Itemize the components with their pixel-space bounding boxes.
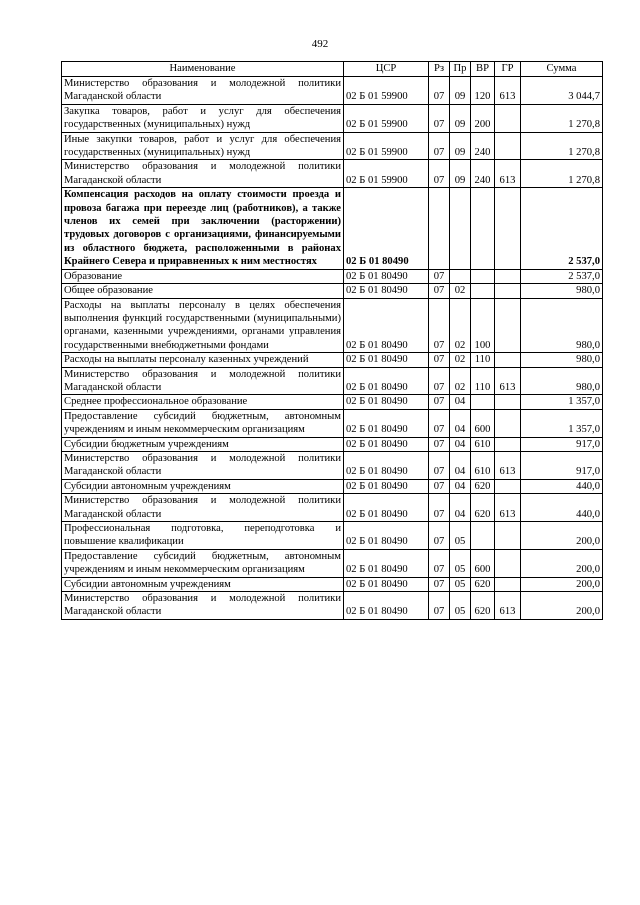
- row-pr: 05: [450, 549, 471, 577]
- row-sum: 200,0: [521, 522, 603, 550]
- row-name: Предоставление субсидий бюджетным, автономным учреждениям и иным некоммерческим организациям: [62, 549, 344, 577]
- row-gr: 613: [495, 592, 521, 620]
- row-name: Предоставление субсидий бюджетным, автономным учреждениям и иным некоммерческим организациям: [62, 409, 344, 437]
- table-row: [62, 409, 603, 437]
- row-sum: 2 537,0: [521, 269, 603, 283]
- row-pr: 09: [450, 77, 471, 105]
- row-name: Субсидии автономным учреждениям: [62, 577, 344, 591]
- header-pr: Пр: [450, 62, 471, 77]
- row-rz: 07: [429, 353, 450, 367]
- row-vr: 620: [471, 479, 495, 493]
- row-csr: 02 Б 01 80490: [344, 479, 429, 493]
- row-pr: [450, 188, 471, 269]
- row-csr: 02 Б 01 59900: [344, 160, 429, 188]
- row-name: Министерство образования и молодежной политики Магаданской области: [62, 160, 344, 188]
- row-vr: 240: [471, 160, 495, 188]
- row-csr: 02 Б 01 59900: [344, 132, 429, 160]
- row-sum: 440,0: [521, 494, 603, 522]
- row-name: Министерство образования и молодежной политики Магаданской области: [62, 367, 344, 395]
- row-pr: 04: [450, 451, 471, 479]
- row-vr: 620: [471, 577, 495, 591]
- row-csr: 02 Б 01 80490: [344, 367, 429, 395]
- row-name: Среднее профессиональное образование: [62, 395, 344, 409]
- row-gr: [495, 188, 521, 269]
- row-pr: 04: [450, 409, 471, 437]
- row-rz: 07: [429, 104, 450, 132]
- row-rz: 07: [429, 592, 450, 620]
- row-sum: 980,0: [521, 298, 603, 353]
- row-vr: 610: [471, 437, 495, 451]
- row-pr: 09: [450, 132, 471, 160]
- row-name: Профессиональная подготовка, переподготовка и повышение квалификации: [62, 522, 344, 550]
- row-vr: [471, 395, 495, 409]
- row-rz: 07: [429, 77, 450, 105]
- table-row: [62, 160, 603, 188]
- row-sum: 1 270,8: [521, 160, 603, 188]
- row-csr: 02 Б 01 80490: [344, 522, 429, 550]
- row-name: Компенсация расходов на оплату стоимости проезда и провоза багажа при переезде лиц (работников), а также членов их семей при заключении (расторжении) трудовых договоров с организациями, финансируемыми из областного бюджета, расположенными в районах Крайнего Севера и приравненных к ним местностях: [62, 188, 344, 269]
- row-csr: 02 Б 01 80490: [344, 269, 429, 283]
- row-rz: 07: [429, 367, 450, 395]
- row-name: Общее образование: [62, 284, 344, 298]
- row-gr: [495, 353, 521, 367]
- row-pr: 04: [450, 479, 471, 493]
- row-name: Министерство образования и молодежной политики Магаданской области: [62, 592, 344, 620]
- row-gr: [495, 132, 521, 160]
- row-vr: [471, 269, 495, 283]
- table-body: [62, 77, 603, 620]
- row-pr: 09: [450, 104, 471, 132]
- row-name: Образование: [62, 269, 344, 283]
- row-name: Расходы на выплаты персоналу в целях обеспечения выполнения функций государственными (муниципальными) органами, казенными учреждениями, органами управления государственными внебюджетными фондами: [62, 298, 344, 353]
- row-pr: 05: [450, 592, 471, 620]
- table-row: [62, 188, 603, 269]
- header-csr: ЦСР: [344, 62, 429, 77]
- row-sum: 1 357,0: [521, 395, 603, 409]
- row-vr: 600: [471, 549, 495, 577]
- table-row: [62, 577, 603, 591]
- header-name: Наименование: [62, 62, 344, 77]
- row-sum: 200,0: [521, 592, 603, 620]
- row-sum: 440,0: [521, 479, 603, 493]
- row-pr: 02: [450, 284, 471, 298]
- row-pr: 09: [450, 160, 471, 188]
- header-rz: Рз: [429, 62, 450, 77]
- row-gr: [495, 298, 521, 353]
- row-vr: 110: [471, 367, 495, 395]
- row-pr: 02: [450, 353, 471, 367]
- row-csr: 02 Б 01 80490: [344, 494, 429, 522]
- table-row: [62, 298, 603, 353]
- row-csr: 02 Б 01 80490: [344, 451, 429, 479]
- row-pr: 02: [450, 298, 471, 353]
- table-row: [62, 269, 603, 283]
- table-row: [62, 522, 603, 550]
- table-row: [62, 479, 603, 493]
- table-row: [62, 353, 603, 367]
- header-sum: Сумма: [521, 62, 603, 77]
- row-vr: 600: [471, 409, 495, 437]
- header-gr: ГР: [495, 62, 521, 77]
- row-rz: 07: [429, 577, 450, 591]
- budget-table: [61, 61, 603, 620]
- row-sum: 3 044,7: [521, 77, 603, 105]
- table-row: [62, 367, 603, 395]
- row-gr: 613: [495, 494, 521, 522]
- row-rz: 07: [429, 269, 450, 283]
- row-gr: [495, 549, 521, 577]
- row-pr: 02: [450, 367, 471, 395]
- row-pr: [450, 269, 471, 283]
- row-csr: 02 Б 01 80490: [344, 577, 429, 591]
- row-vr: 610: [471, 451, 495, 479]
- row-sum: 980,0: [521, 367, 603, 395]
- row-name: Субсидии бюджетным учреждениям: [62, 437, 344, 451]
- row-name: Министерство образования и молодежной политики Магаданской области: [62, 77, 344, 105]
- row-rz: 07: [429, 284, 450, 298]
- row-vr: 620: [471, 494, 495, 522]
- row-vr: [471, 188, 495, 269]
- row-pr: 05: [450, 522, 471, 550]
- row-vr: [471, 284, 495, 298]
- row-vr: 110: [471, 353, 495, 367]
- row-gr: 613: [495, 77, 521, 105]
- row-vr: 120: [471, 77, 495, 105]
- page-number: 492: [311, 38, 329, 50]
- row-sum: 1 270,8: [521, 104, 603, 132]
- row-rz: 07: [429, 409, 450, 437]
- row-name: Закупка товаров, работ и услуг для обеспечения государственных (муниципальных) нужд: [62, 104, 344, 132]
- row-name: Субсидии автономным учреждениям: [62, 479, 344, 493]
- row-name: Расходы на выплаты персоналу казенных учреждений: [62, 353, 344, 367]
- row-rz: 07: [429, 522, 450, 550]
- row-vr: 240: [471, 132, 495, 160]
- row-gr: [495, 284, 521, 298]
- row-rz: 07: [429, 451, 450, 479]
- row-csr: 02 Б 01 80490: [344, 549, 429, 577]
- row-csr: 02 Б 01 59900: [344, 104, 429, 132]
- row-sum: 1 357,0: [521, 409, 603, 437]
- row-sum: 980,0: [521, 284, 603, 298]
- row-rz: 07: [429, 298, 450, 353]
- table-row: [62, 132, 603, 160]
- row-csr: 02 Б 01 80490: [344, 409, 429, 437]
- row-rz: 07: [429, 395, 450, 409]
- row-csr: 02 Б 01 80490: [344, 298, 429, 353]
- row-rz: 07: [429, 479, 450, 493]
- row-gr: [495, 269, 521, 283]
- table-row: [62, 437, 603, 451]
- row-vr: 200: [471, 104, 495, 132]
- row-gr: [495, 479, 521, 493]
- table-row: [62, 451, 603, 479]
- table-row: [62, 549, 603, 577]
- row-rz: 07: [429, 132, 450, 160]
- row-rz: 07: [429, 494, 450, 522]
- row-gr: [495, 409, 521, 437]
- table-row: [62, 284, 603, 298]
- row-sum: 1 270,8: [521, 132, 603, 160]
- row-csr: 02 Б 01 80490: [344, 353, 429, 367]
- table-row: [62, 104, 603, 132]
- row-gr: [495, 104, 521, 132]
- row-sum: 200,0: [521, 549, 603, 577]
- row-csr: 02 Б 01 80490: [344, 592, 429, 620]
- row-pr: 05: [450, 577, 471, 591]
- row-sum: 200,0: [521, 577, 603, 591]
- row-gr: [495, 437, 521, 451]
- row-csr: 02 Б 01 59900: [344, 77, 429, 105]
- row-vr: 100: [471, 298, 495, 353]
- row-pr: 04: [450, 494, 471, 522]
- row-name: Иные закупки товаров, работ и услуг для обеспечения государственных (муниципальных) нужд: [62, 132, 344, 160]
- row-csr: 02 Б 01 80490: [344, 437, 429, 451]
- table-row: [62, 77, 603, 105]
- row-sum: 917,0: [521, 451, 603, 479]
- row-pr: 04: [450, 437, 471, 451]
- row-rz: 07: [429, 549, 450, 577]
- row-gr: [495, 577, 521, 591]
- table-row: [62, 494, 603, 522]
- row-vr: [471, 522, 495, 550]
- row-gr: 613: [495, 367, 521, 395]
- row-sum: 2 537,0: [521, 188, 603, 269]
- row-gr: [495, 522, 521, 550]
- row-csr: 02 Б 01 80490: [344, 188, 429, 269]
- row-gr: 613: [495, 451, 521, 479]
- header-row: [62, 62, 603, 77]
- table-row: [62, 395, 603, 409]
- row-sum: 917,0: [521, 437, 603, 451]
- header-vr: ВР: [471, 62, 495, 77]
- row-rz: [429, 188, 450, 269]
- row-pr: 04: [450, 395, 471, 409]
- row-gr: [495, 395, 521, 409]
- row-sum: 980,0: [521, 353, 603, 367]
- table-row: [62, 592, 603, 620]
- row-gr: 613: [495, 160, 521, 188]
- row-name: Министерство образования и молодежной политики Магаданской области: [62, 451, 344, 479]
- row-name: Министерство образования и молодежной политики Магаданской области: [62, 494, 344, 522]
- row-vr: 620: [471, 592, 495, 620]
- row-csr: 02 Б 01 80490: [344, 284, 429, 298]
- row-csr: 02 Б 01 80490: [344, 395, 429, 409]
- row-rz: 07: [429, 437, 450, 451]
- row-rz: 07: [429, 160, 450, 188]
